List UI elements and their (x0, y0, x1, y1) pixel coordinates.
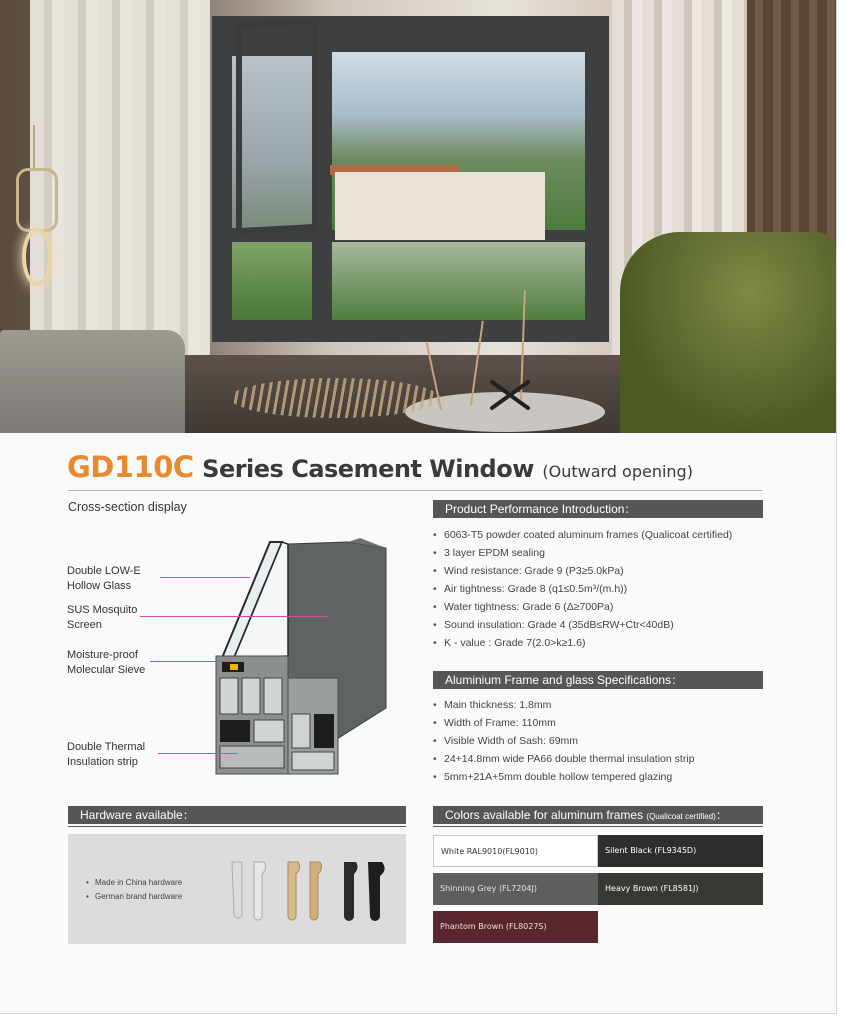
list-item: • Wind resistance: Grade 9 (P3≥5.0kPa) (433, 562, 732, 580)
leader-line (150, 661, 230, 662)
list-item: • Width of Frame: 110mm (433, 714, 695, 732)
title-divider (68, 490, 763, 491)
swatch-phantom-brown: Phantom Brown (FL8027S) (433, 911, 598, 943)
callout-low-e-glass: Double LOW-E Hollow Glass (67, 565, 141, 592)
swatch-heavy-brown: Heavy Brown (FL8581J) (598, 873, 763, 905)
list-item: • German brand hardware (86, 890, 182, 904)
colors-header: Colors available for aluminum frames (Qualicoat certified)： (433, 806, 763, 824)
dried-grass (230, 378, 440, 418)
list-item: • Water tightness: Grade 6 (Δ≥700Pa) (433, 598, 732, 616)
grey-sofa (0, 330, 185, 433)
opening-type: (Outward opening) (542, 462, 693, 481)
list-item: • 5mm+21A+5mm double hollow tempered glazing (433, 768, 695, 786)
performance-list (433, 526, 732, 652)
hardware-header: Hardware available： (68, 806, 406, 824)
swatch-white: White RAL9010(FL9010) (433, 835, 598, 867)
list-item: • 6063-T5 powder coated aluminum frames (Qualicoat certified) (433, 526, 732, 544)
handle-gold-icon (284, 858, 336, 924)
villa-outside (335, 172, 545, 240)
hero-photo (0, 0, 836, 433)
specs-list (433, 696, 695, 786)
specs-header: Aluminium Frame and glass Specifications： (433, 671, 763, 689)
open-sash (236, 18, 318, 234)
performance-header: Product Performance Introduction： (433, 500, 763, 518)
cross-section-drawing (210, 538, 410, 778)
leader-line (160, 577, 250, 578)
x-sculpture (488, 378, 532, 412)
green-armchair (620, 232, 836, 433)
list-item: • Main thickness: 1.8mm (433, 696, 695, 714)
list-item: • Air tightness: Grade 8 (q1≤0.5m³/(m.h)) (433, 580, 732, 598)
model-number: GD110C (67, 450, 194, 484)
callout-mosquito-screen: SUS Mosquito Screen (67, 604, 138, 631)
hardware-list (86, 876, 182, 904)
list-item: • 24+14.8mm wide PA66 double thermal insulation strip (433, 750, 695, 768)
cross-section-label: Cross-section display (68, 500, 187, 514)
list-item: • Visible Width of Sash: 69mm (433, 732, 695, 750)
handle-black-icon (340, 858, 396, 924)
leader-line (140, 616, 328, 617)
leader-line (158, 753, 238, 754)
product-title (67, 450, 693, 484)
callout-molecular-sieve: Moisture-proof Molecular Sieve (67, 649, 146, 676)
series-name: Series Casement Window (202, 455, 534, 483)
callout-thermal-strip: Double Thermal Insulation strip (67, 741, 146, 768)
list-item: • 3 layer EPDM sealing (433, 544, 732, 562)
list-item: • Made in China hardware (86, 876, 182, 890)
list-item: • K - value : Grade 7(2.0>k≥1.6) (433, 634, 732, 652)
pendant-lamp (16, 168, 58, 232)
list-item: • Sound insulation: Grade 4 (35dB≤RW+Ctr<40dB) (433, 616, 732, 634)
handle-silver-icon (228, 858, 280, 924)
swatch-silent-black: Silent Black (FL9345D) (598, 835, 763, 867)
swatch-shinning-grey: Shinning Grey (FL7204J) (433, 873, 598, 905)
